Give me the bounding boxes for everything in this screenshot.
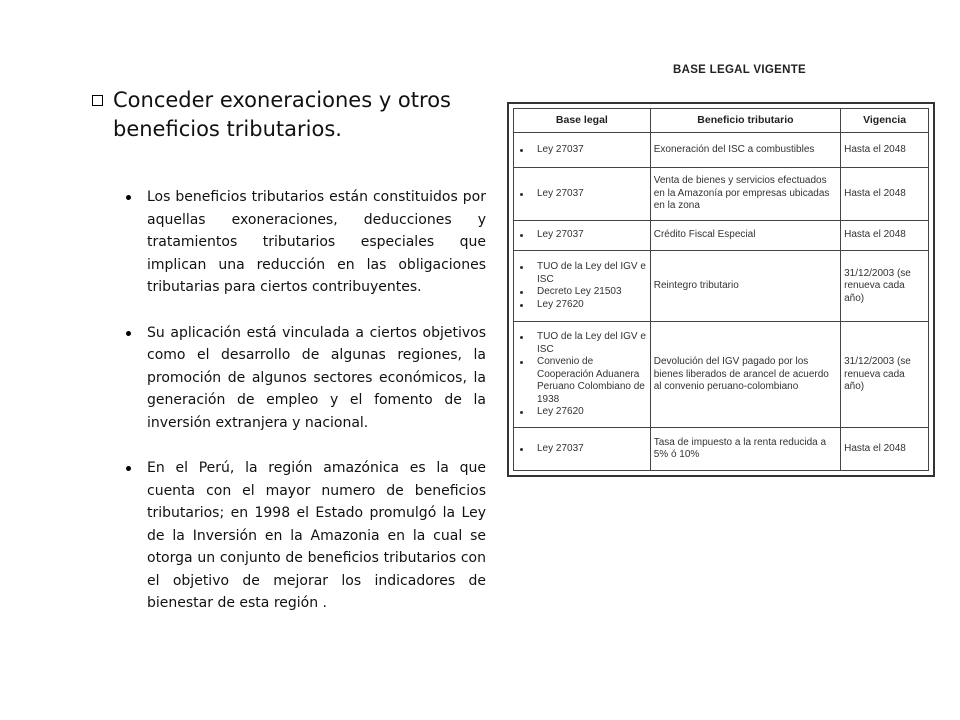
beneficio-cell: Tasa de impuesto a la renta reducida a 5% ó 10% [650,428,840,471]
slide-heading [92,86,492,144]
bullet-paragraph [126,457,486,615]
vigencia-cell: 31/12/2003 (se renueva cada año) [841,251,929,322]
law-item: Ley 27037 [517,443,647,456]
bullet-list [126,186,486,638]
law-item: Ley 27620 [517,406,647,419]
paragraph-text: Los beneficios tributarios están constituidos por aquellas exoneraciones, deducciones y tratamientos tributarios especiales que implican una reducción en las obligaciones tributarias para ciertos contribuyentes. [147,189,486,295]
vigencia-cell: Hasta el 2048 [841,221,929,251]
beneficio-cell: Exoneración del ISC a combustibles [650,133,840,168]
table-row [514,428,929,471]
base-legal-cell [514,168,651,221]
column-header: Vigencia [841,109,929,133]
table-header-row [514,109,929,133]
beneficio-cell: Venta de bienes y servicios efectuados en la Amazonía por empresas ubicadas en la zona [650,168,840,221]
law-item: Convenio de Cooperación Aduanera Peruano Colombiano de 1938 [517,356,647,406]
base-legal-cell [514,133,651,168]
vigencia-cell: Hasta el 2048 [841,133,929,168]
beneficio-cell: Reintegro tributario [650,251,840,322]
column-header: Beneficio tributario [650,109,840,133]
bullet-dot-icon [126,195,131,200]
law-item: TUO de la Ley del IGV e ISC [517,331,647,356]
bullet-paragraph [126,322,486,435]
law-item: Decreto Ley 21503 [517,286,647,299]
paragraph-text: Su aplicación está vinculada a ciertos objetivos como el desarrollo de algunas regiones, la promoción de algunos sectores económicos, la generación de empleo y el fomento de la inversión extranjera y nacional. [147,324,486,431]
vigencia-cell: Hasta el 2048 [841,428,929,471]
paragraph-text: En el Perú, la región amazónica es la que cuenta con el mayor numero de beneficios tributarios; en 1998 el Estado promulgó la Ley de la Inversión en la Amazonia en la cual se otorga un conjunto de beneficios tributarios con el objetivo de mejorar los indicadores de bienestar de esta región . [147,460,486,611]
beneficio-cell: Crédito Fiscal Especial [650,221,840,251]
table-row [514,251,929,322]
base-legal-cell [514,251,651,322]
base-legal-cell [514,428,651,471]
beneficio-cell: Devolución del IGV pagado por los bienes liberados de arancel de acuerdo al convenio peruano-colombiano [650,322,840,428]
law-item: Ley 27037 [517,229,647,242]
table-row [514,168,929,221]
bullet-paragraph [126,186,486,299]
base-legal-cell [514,221,651,251]
law-item: TUO de la Ley del IGV e ISC [517,261,647,286]
vigencia-cell: 31/12/2003 (se renueva cada año) [841,322,929,428]
table-row [514,133,929,168]
table-row [514,221,929,251]
law-item: Ley 27037 [517,188,647,201]
heading-text: Conceder exoneraciones y otros beneficios tributarios. [113,88,451,141]
bullet-dot-icon [126,466,131,471]
legal-table [513,108,929,471]
base-legal-cell [514,322,651,428]
column-header: Base legal [514,109,651,133]
table-title: BASE LEGAL VIGENTE [673,64,806,76]
bullet-dot-icon [126,331,131,336]
table-row [514,322,929,428]
law-item: Ley 27620 [517,299,647,312]
square-bullet-icon [92,95,103,106]
law-item: Ley 27037 [517,144,647,157]
vigencia-cell: Hasta el 2048 [841,168,929,221]
legal-table-frame [507,102,935,477]
